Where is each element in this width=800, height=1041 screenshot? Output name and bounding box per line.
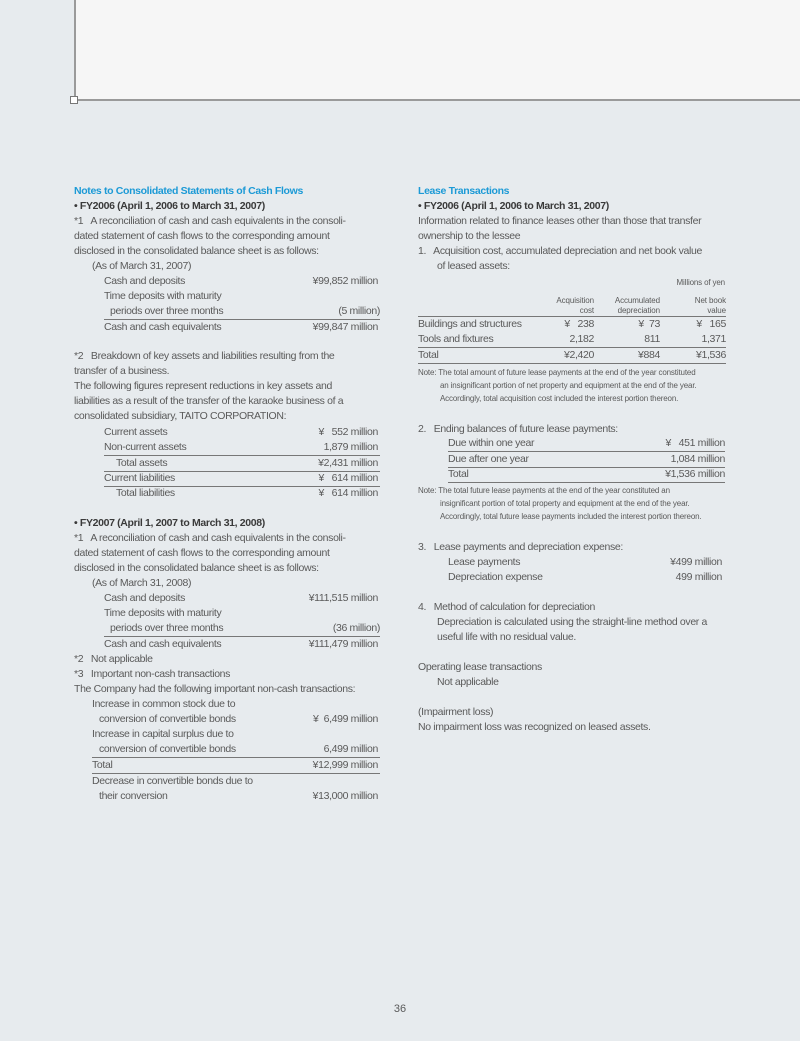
cell: Tools and fixtures (418, 333, 494, 345)
text-line: No impairment loss was recognized on leased assets. (418, 721, 651, 733)
row-surplus (92, 742, 380, 758)
label: Cash and deposits (104, 592, 186, 604)
lease-table (418, 294, 726, 364)
header-line: cost (579, 306, 594, 315)
value: ¥ 451 million (665, 437, 725, 449)
label: Total (92, 759, 113, 771)
value: ¥ 614 million (318, 472, 378, 484)
text-line: 4. Method of calculation for depreciation (418, 601, 595, 613)
cell: ¥ 73 (638, 318, 660, 330)
cell: 1,371 (701, 333, 726, 345)
text-line: Increase in common stock due to (92, 698, 236, 710)
label: Current assets (104, 426, 168, 438)
value: ¥ 614 million (318, 487, 378, 499)
as-of-date: (As of March 31, 2007) (92, 260, 192, 272)
label: Depreciation expense (448, 571, 543, 583)
value: ¥111,515 million (308, 592, 378, 604)
label: Cash and cash equivalents (104, 638, 222, 650)
row-item (104, 440, 380, 456)
value: 6,499 million (323, 743, 378, 755)
label: conversion of convertible bonds (99, 743, 236, 755)
row-cash-equivalents (104, 637, 378, 652)
cell: Total (418, 349, 439, 361)
page-number: 36 (393, 1003, 407, 1015)
text-line: Decrease in convertible bonds due to (92, 775, 253, 787)
as-of-date: (As of March 31, 2008) (92, 577, 192, 589)
label: Total assets (116, 457, 168, 469)
value: ¥12,999 million (312, 759, 378, 771)
label: periods over three months (110, 622, 224, 634)
cell: 2,182 (569, 333, 594, 345)
text-line: liabilities as a result of the transfer of the karaoke business of a (74, 395, 344, 407)
label: conversion of convertible bonds (99, 713, 236, 725)
table-row-total (418, 348, 726, 364)
label: periods over three months (110, 305, 224, 317)
text-line: Not applicable (437, 676, 499, 688)
text-line: 1. Acquisition cost, accumulated depreciation and net book value (418, 245, 702, 257)
text-line: Information related to finance leases other than those that transfer (418, 215, 702, 227)
note-line: Note: The total amount of future lease payments at the end of the year constituted (418, 368, 696, 377)
text-line: *2 Breakdown of key assets and liabilities resulting from the (74, 350, 335, 362)
label: Total (448, 468, 469, 480)
value: ¥99,852 million (312, 275, 378, 287)
row-item (104, 425, 378, 440)
row-item-total (448, 467, 725, 483)
text-line: Depreciation is calculated using the straight-line method over a (437, 616, 708, 628)
note-line: Accordingly, total acquisition cost included the interest portion thereon. (440, 394, 679, 403)
text-line: ownership to the lessee (418, 230, 521, 242)
text-line: useful life with no residual value. (437, 631, 576, 643)
header-line: Net book (694, 296, 726, 305)
text-line: 3. Lease payments and depreciation expense: (418, 541, 623, 553)
text-line: (Impairment loss) (418, 706, 494, 718)
text-line: consolidated subsidiary, TAITO CORPORATION: (74, 410, 287, 422)
value: ¥ 552 million (318, 426, 378, 438)
value: (36 million) (332, 622, 380, 634)
value: 1,084 million (670, 453, 725, 465)
cell: ¥ 238 (564, 318, 594, 330)
note-line: insignificant portion of total property and equipment at the end of the year. (440, 499, 690, 508)
row-item (448, 555, 722, 570)
text-line: The Company had the following important non-cash transactions: (74, 683, 356, 695)
header-line: value (707, 306, 726, 315)
text-line: The following figures represent reductions in key assets and (74, 380, 332, 392)
row-bonds (92, 789, 378, 804)
text-line: 2. Ending balances of future lease payments: (418, 423, 618, 435)
row-total (92, 758, 380, 774)
text-line: Operating lease transactions (418, 661, 542, 673)
label: Lease payments (448, 556, 521, 568)
row-time-deposits (104, 621, 380, 637)
cell: ¥1,536 (695, 349, 726, 361)
label: Current liabilities (104, 472, 175, 484)
unit: Millions of yen (676, 278, 725, 287)
value: ¥1,536 million (665, 468, 725, 480)
header-line: Acquisition (556, 296, 594, 305)
text-line: transfer of a business. (74, 365, 170, 377)
label: Due after one year (448, 453, 529, 465)
value: ¥2,431 million (318, 457, 378, 469)
row-item (104, 486, 378, 501)
note-line: Accordingly, total future lease payments included the interest portion thereon. (440, 512, 702, 521)
text-line: dated statement of cash flows to the corresponding amount (74, 230, 330, 242)
header-cell (544, 296, 594, 316)
corner-marker (70, 96, 78, 104)
text-line: *2 Not applicable (74, 653, 153, 665)
text-line: Increase in capital surplus due to (92, 728, 234, 740)
text-line: disclosed in the consolidated balance sheet is as follows: (74, 245, 319, 257)
header-cell (594, 296, 660, 316)
value: ¥99,847 million (312, 321, 378, 333)
table-row (418, 332, 726, 348)
header-box (74, 0, 800, 101)
value: ¥499 million (670, 556, 722, 568)
cell: Buildings and structures (418, 318, 522, 330)
value: ¥13,000 million (312, 790, 378, 802)
label: Cash and deposits (104, 275, 186, 287)
row-item (448, 570, 722, 585)
table-row (418, 317, 726, 332)
header-line: Accumulated (614, 296, 660, 305)
text-line: Time deposits with maturity (104, 607, 222, 619)
value: ¥ 6,499 million (312, 713, 378, 725)
row-cash-deposits (104, 274, 378, 289)
fy2006-title: • FY2006 (April 1, 2006 to March 31, 2007) (74, 200, 265, 212)
label: Non-current assets (104, 441, 187, 453)
note-line: Note: The total future lease payments at the end of the year constituted an (418, 486, 670, 495)
text-line: *1 A reconciliation of cash and cash equivalents in the consoli- (74, 215, 346, 227)
cell: ¥884 (638, 349, 660, 361)
value: (5 million) (338, 305, 380, 317)
value: 1,879 million (323, 441, 378, 453)
row-item (448, 436, 725, 452)
text-line: *3 Important non-cash transactions (74, 668, 231, 680)
header-cell (660, 296, 726, 316)
label: Total liabilities (116, 487, 175, 499)
text-line: of leased assets: (437, 260, 510, 272)
row-stock (92, 712, 378, 727)
value: ¥111,479 million (308, 638, 378, 650)
row-item (104, 471, 380, 487)
table-header (418, 294, 726, 317)
cell: 811 (644, 333, 660, 345)
section-heading: Notes to Consolidated Statements of Cash Flows (74, 185, 303, 197)
value: 499 million (675, 571, 722, 583)
row-item (104, 456, 380, 472)
text-line: dated statement of cash flows to the corresponding amount (74, 547, 330, 559)
label: Due within one year (448, 437, 535, 449)
text-line: *1 A reconciliation of cash and cash equivalents in the consoli- (74, 532, 346, 544)
note-line: an insignificant portion of net property and equipment at the end of the year. (440, 381, 697, 390)
unit-label (418, 277, 725, 289)
label: Cash and cash equivalents (104, 321, 222, 333)
fy2006-title: • FY2006 (April 1, 2006 to March 31, 2007) (418, 200, 609, 212)
text-line: Time deposits with maturity (104, 290, 222, 302)
cell: ¥2,420 (563, 349, 594, 361)
cell: ¥ 165 (696, 318, 726, 330)
section-heading: Lease Transactions (418, 185, 510, 197)
label: their conversion (99, 790, 168, 802)
row-cash-equivalents (104, 320, 378, 335)
text-line: disclosed in the consolidated balance sheet is as follows: (74, 562, 319, 574)
row-item (448, 452, 725, 468)
fy2007-title: • FY2007 (April 1, 2007 to March 31, 2008) (74, 517, 265, 529)
header-line: depreciation (617, 306, 660, 315)
row-time-deposits (104, 304, 380, 320)
row-cash-deposits (104, 591, 378, 606)
